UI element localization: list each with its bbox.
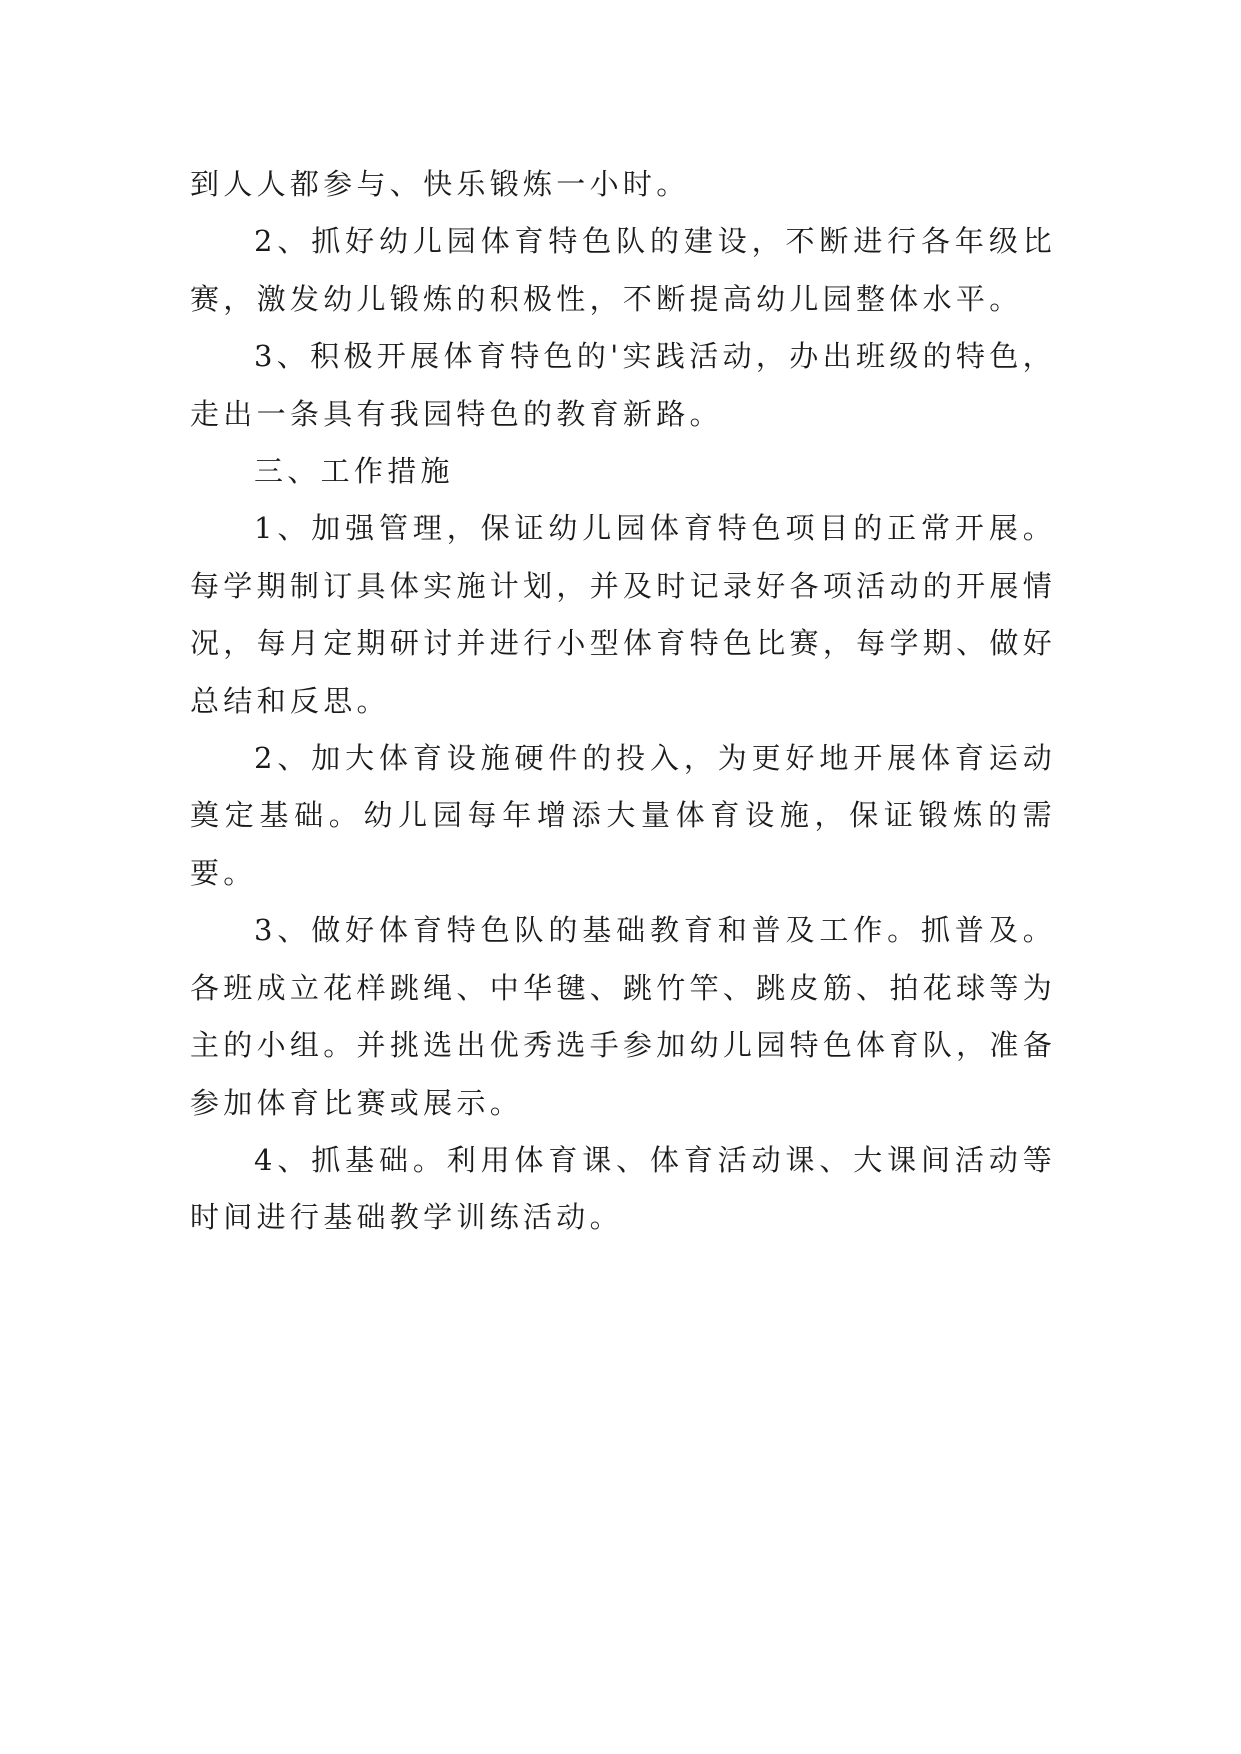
section-heading-work-measures: 三、工作措施 xyxy=(254,454,454,489)
paragraph-continuation: 到人人都参与、快乐锻炼一小时。 xyxy=(190,167,690,201)
paragraph-measure-1: 1、加强管理，保证幼儿园体育特色项目的正常开展。每学期制订具体实施计划，并及时记录好各项活动的开展情况，每月定期研讨并进行小型体育特色比赛，每学期、做好总结和反思。 xyxy=(190,511,1056,718)
document-body xyxy=(190,156,1056,1247)
paragraph-measure-2: 2、加大体育设施硬件的投入，为更好地开展体育运动奠定基础。幼儿园每年增添大量体育设施，保证锻炼的需要。 xyxy=(190,741,1056,890)
paragraph-goal-2: 2、抓好幼儿园体育特色队的建设，不断进行各年级比赛，激发幼儿锻炼的积极性，不断提高幼儿园整体水平。 xyxy=(190,224,1056,316)
paragraph-measure-4: 4、抓基础。利用体育课、体育活动课、大课间活动等时间进行基础教学训练活动。 xyxy=(190,1142,1056,1235)
paragraph-goal-3: 3、积极开展体育特色的'实践活动，办出班级的特色，走出一条具有我园特色的教育新路。 xyxy=(190,339,1056,431)
paragraph-measure-3: 3、做好体育特色队的基础教育和普及工作。抓普及。各班成立花样跳绳、中华毽、跳竹竿、跳皮筋、拍花球等为主的小组。并挑选出优秀选手参加幼儿园特色体育队，准备参加体育比赛或展示。 xyxy=(190,913,1056,1120)
